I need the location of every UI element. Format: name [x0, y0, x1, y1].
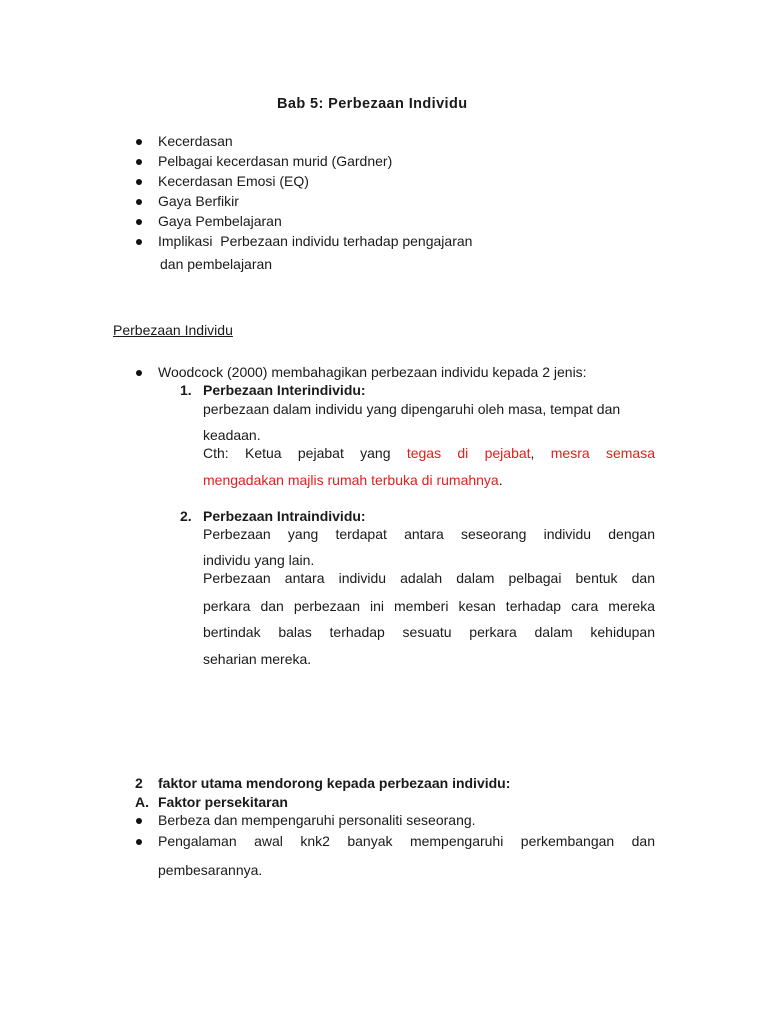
- page-title: Bab 5: Perbezaan Individu: [277, 96, 468, 112]
- list-item-continuation: dan pembelajaran: [160, 256, 273, 272]
- list-item: Pelbagai kecerdasan murid (Gardner): [158, 153, 393, 169]
- factor-a-letter: A.: [135, 794, 149, 810]
- list-item: Kecerdasan Emosi (EQ): [158, 173, 309, 189]
- bullet-icon: [136, 219, 142, 225]
- section-heading: Perbezaan Individu: [113, 322, 233, 338]
- factors-heading: faktor utama mendorong kepada perbezaan individu:: [158, 775, 511, 791]
- example-end: .: [498, 472, 503, 488]
- bullet-icon: [136, 839, 142, 845]
- example-separator: ,: [530, 445, 551, 461]
- list-item: Implikasi Perbezaan individu terhadap pengajaran: [158, 233, 473, 249]
- type-2-line2: individu yang lain.: [203, 552, 315, 568]
- list-item: Gaya Pembelajaran: [158, 213, 282, 229]
- list-item: Gaya Berfikir: [158, 193, 239, 209]
- type-1-line2: keadaan.: [203, 427, 261, 443]
- factor-bullet-2: Pengalaman awal knk2 banyak mempengaruhi perkembangan dan: [158, 833, 655, 849]
- type-2-heading: Perbezaan Intraindividu:: [203, 508, 366, 524]
- woodcock-text: Woodcock (2000) membahagikan perbezaan individu kepada 2 jenis:: [158, 364, 587, 380]
- factor-bullet-1: Berbeza dan mempengaruhi personaliti seseorang.: [158, 812, 476, 828]
- example-highlight: tegas di pejabat: [406, 445, 531, 461]
- bullet-icon: [136, 199, 142, 205]
- bullet-icon: [136, 370, 142, 376]
- type-2-para-line: bertindak balas terhadap sesuatu perkara dalam kehidupan: [203, 624, 655, 640]
- example-highlight: mesra semasa: [550, 445, 656, 461]
- type-1-heading: Perbezaan Interindividu:: [203, 382, 366, 398]
- bullet-icon: [136, 179, 142, 185]
- bullet-icon: [136, 818, 142, 824]
- type-2-number: 2.: [180, 508, 192, 524]
- type-2-para-line: Perbezaan antara individu adalah dalam pelbagai bentuk dan: [203, 570, 655, 586]
- type-1-number: 1.: [180, 382, 192, 398]
- type-2-line1: Perbezaan yang terdapat antara seseorang individu dengan: [203, 526, 655, 542]
- bullet-icon: [136, 139, 142, 145]
- bullet-icon: [136, 159, 142, 165]
- type-1-example-line2: [203, 472, 503, 488]
- type-1-line1: perbezaan dalam individu yang dipengaruhi oleh masa, tempat dan: [203, 401, 621, 417]
- type-2-para-last: seharian mereka.: [203, 651, 312, 667]
- factors-number: 2: [135, 775, 143, 791]
- example-prefix: Cth: Ketua pejabat yang: [203, 445, 407, 461]
- bullet-icon: [136, 239, 142, 245]
- factor-bullet-2-continuation: pembesarannya.: [158, 862, 263, 878]
- example-highlight: mengadakan majlis rumah terbuka di rumahnya: [203, 472, 499, 488]
- list-item: Kecerdasan: [158, 133, 233, 149]
- type-2-para-line: perkara dan perbezaan ini memberi kesan terhadap cara mereka: [203, 598, 655, 614]
- factor-a-heading: Faktor persekitaran: [158, 794, 288, 810]
- type-1-example: [203, 445, 655, 461]
